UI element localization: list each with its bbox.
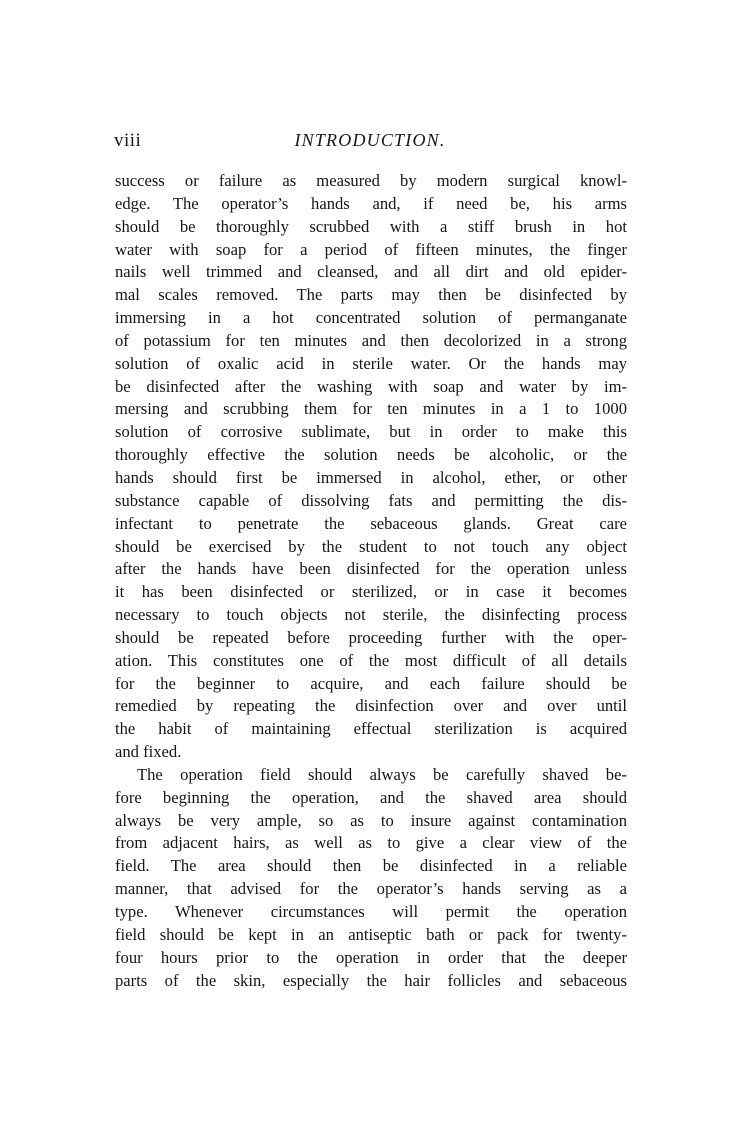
running-head [114, 130, 626, 156]
text-line: the habit of maintaining effectual sterilization is acquired [115, 719, 627, 739]
text-line: and fixed. [115, 742, 182, 762]
text-line: manner, that advised for the operator’s hands serving as a [115, 879, 627, 899]
text-line: success or failure as measured by modern surgical knowl- [115, 171, 627, 190]
text-line: edge. The operator’s hands and, if need be, his arms [115, 193, 627, 213]
text-line: ation. This constitutes one of the most difficult of all details [115, 650, 627, 670]
text-line: field should be kept in an antiseptic bath or pack for twenty- [115, 924, 627, 944]
text-line: fore beginning the operation, and the shaved area should [115, 787, 627, 807]
text-line: remedied by repeating the disinfection over and over until [115, 696, 627, 716]
text-line: type. Whenever circumstances will permit the operation [115, 902, 627, 921]
text-line: thoroughly effective the solution needs be alcoholic, or the [115, 445, 627, 465]
text-line: should be exercised by the student to not touch any object [115, 536, 627, 556]
text-line: infectant to penetrate the sebaceous glands. Great care [115, 513, 627, 533]
text-line: immersing in a hot concentrated solution of permanganate [115, 308, 627, 328]
text-line: should be thoroughly scrubbed with a stiff brush in hot [115, 216, 627, 236]
text-line: of potassium for ten minutes and then decolorized in a strong [115, 330, 627, 350]
body-text [115, 170, 627, 992]
text-line: should be repeated before proceeding further with the oper- [115, 627, 627, 647]
text-line: necessary to touch objects not sterile, the disinfecting process [115, 605, 627, 625]
text-line: for the beginner to acquire, and each failure should be [115, 673, 627, 693]
text-line: hands should first be immersed in alcohol, ether, or other [115, 467, 627, 487]
text-line: field. The area should then be disinfected in a reliable [115, 856, 627, 876]
paragraph-1 [115, 170, 627, 764]
text-line: nails well trimmed and cleansed, and all dirt and old epider- [115, 262, 627, 282]
text-line: parts of the skin, especially the hair follicles and sebaceous [115, 970, 627, 990]
text-line: substance capable of dissolving fats and permitting the dis- [115, 490, 627, 510]
text-line: four hours prior to the operation in order that the deeper [115, 947, 627, 967]
text-line: be disinfected after the washing with soap and water by im- [115, 376, 627, 396]
text-line: solution of oxalic acid in sterile water. Or the hands may [115, 353, 627, 373]
text-line: always be very ample, so as to insure against contamination [115, 810, 627, 830]
text-line: water with soap for a period of fifteen minutes, the finger [115, 239, 627, 259]
paragraph-2 [115, 764, 627, 992]
text-line: from adjacent hairs, as well as to give a clear view of the [115, 833, 627, 853]
text-line: The operation field should always be carefully shaved be- [137, 764, 627, 784]
text-line: mal scales removed. The parts may then be disinfected by [115, 285, 627, 305]
text-line: it has been disinfected or sterilized, or in case it becomes [115, 582, 627, 602]
text-line: after the hands have been disinfected for the operation unless [115, 559, 627, 579]
text-line: solution of corrosive sublimate, but in order to make this [115, 422, 627, 442]
running-title: INTRODUCTION. [294, 130, 446, 150]
page-number: viii [114, 130, 142, 151]
text-line: mersing and scrubbing them for ten minutes in a 1 to 1000 [115, 399, 627, 419]
